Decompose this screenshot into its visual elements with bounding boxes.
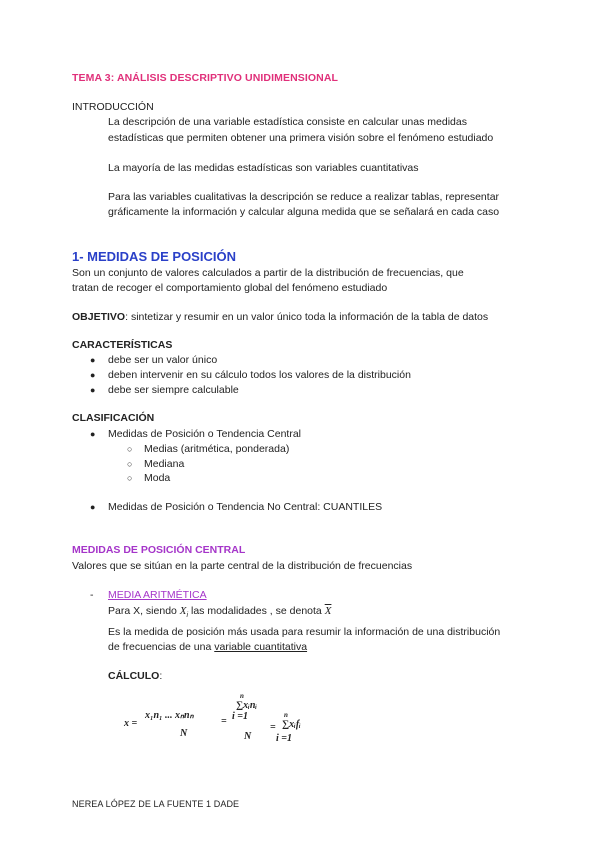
formula-denominator-1: N — [180, 728, 188, 739]
bullet-icon: ● — [90, 370, 96, 380]
var-subscript: i — [186, 612, 189, 620]
clasificacion-subitem-1: Medias (aritmética, ponderada) — [144, 443, 290, 455]
intro-paragraph-3-line-1: Para las variables cualitativas la descripción se reduce a realizar tablas, representar — [108, 191, 500, 203]
media-desc-line-1: Es la medida de posición más usada para resumir la información de una distribución — [108, 626, 501, 638]
x-bar-symbol: $\overline{X}$ — [324, 605, 332, 617]
central-heading: MEDIDAS DE POSICIÓN CENTRAL — [72, 544, 246, 556]
clasificacion-subitem-3: Moda — [144, 472, 171, 484]
para-post: las modalidades , se denota — [188, 605, 325, 617]
circle-bullet-icon: ○ — [127, 444, 133, 454]
sum2-lower-limit: i =1 — [276, 733, 292, 744]
bullet-icon: ● — [90, 385, 96, 395]
clasificacion-item-2: Medidas de Posición o Tendencia No Central: CUANTILES — [108, 501, 383, 513]
formula-denominator-2: N — [244, 731, 252, 742]
calculo-label: CÁLCULO — [108, 670, 160, 682]
sum-lower-limit: i =1 — [232, 711, 248, 722]
intro-paragraph-3-line-2: gráficamente la información y calcular alguna medida que se señalará en cada caso — [108, 206, 500, 218]
calculo-line — [108, 669, 162, 684]
objetivo-label: OBJETIVO — [72, 311, 126, 323]
intro-paragraph-2: La mayoría de las medidas estadísticas son variables cuantitativas — [108, 162, 419, 174]
intro-paragraph-1-line-2: estadísticas que permiten obtener una primera visión sobre el fenómeno estudiado — [108, 132, 494, 144]
formula-numerator-1: x₁n₁ ... xₙnₙ — [145, 710, 194, 721]
circle-bullet-icon: ○ — [127, 459, 133, 469]
caracteristica-item-1: debe ser un valor único — [108, 354, 218, 366]
caracteristica-item-2: deben intervenir en su cálculo todos los valores de la distribución — [108, 369, 411, 381]
central-desc: Valores que se sitúan en la parte central de la distribución de frecuencias — [72, 560, 413, 572]
bullet-icon: ● — [90, 429, 96, 439]
section-1-heading: 1- MEDIDAS DE POSICIÓN — [72, 249, 236, 264]
clasificacion-subitem-2: Mediana — [144, 458, 185, 470]
intro-paragraph-1-line-1: La descripción de una variable estadística consiste en calcular unas medidas — [108, 116, 467, 128]
bullet-icon: ● — [90, 502, 96, 512]
media-aritmetica-link[interactable]: MEDIA ARITMÉTICA — [108, 589, 207, 601]
para-line — [108, 604, 331, 623]
formula-equals-1: = — [221, 716, 227, 727]
calculo-colon: : — [159, 670, 163, 682]
clasificacion-item-1: Medidas de Posición o Tendencia Central — [108, 428, 302, 440]
objetivo-text: : sintetizar y resumir en un valor único toda la información de la tabla de datos — [125, 311, 489, 323]
sum-expression-1: ∑xᵢnᵢ — [236, 700, 258, 711]
sum-expression-2: ∑xᵢfᵢ — [282, 719, 301, 730]
var-x: X — [179, 605, 187, 617]
circle-bullet-icon: ○ — [127, 473, 133, 483]
formula-equals-2: = — [270, 722, 276, 733]
variable-cuantitativa: variable cuantitativa — [214, 641, 308, 653]
section-1-desc-line-1: Son un conjunto de valores calculados a partir de la distribución de frecuencias, que — [72, 267, 464, 279]
page-title: TEMA 3: ANÁLISIS DESCRIPTIVO UNIDIMENSIONAL — [72, 72, 339, 84]
section-1-desc-line-2: tratan de recoger el comportamiento global del fenómeno estudiado — [72, 282, 388, 294]
para-pre: Para X, siendo — [108, 605, 180, 617]
media-desc-line-2 — [108, 640, 307, 655]
formula-lhs: x = — [124, 718, 138, 729]
sum-upper-limit: n — [240, 692, 244, 700]
media-desc-pre: de frecuencias de una — [108, 641, 215, 653]
footer: NEREA LÓPEZ DE LA FUENTE 1 DADE — [72, 799, 240, 809]
sum2-upper-limit: n — [284, 711, 288, 719]
dash-marker: - — [90, 589, 94, 601]
intro-heading: INTRODUCCIÓN — [72, 101, 154, 113]
bullet-icon: ● — [90, 355, 96, 365]
objetivo-line — [72, 310, 488, 325]
clasificacion-heading: CLASIFICACIÓN — [72, 412, 155, 424]
caracteristica-item-3: debe ser siempre calculable — [108, 384, 239, 396]
caracteristicas-heading: CARACTERÍSTICAS — [72, 339, 173, 351]
